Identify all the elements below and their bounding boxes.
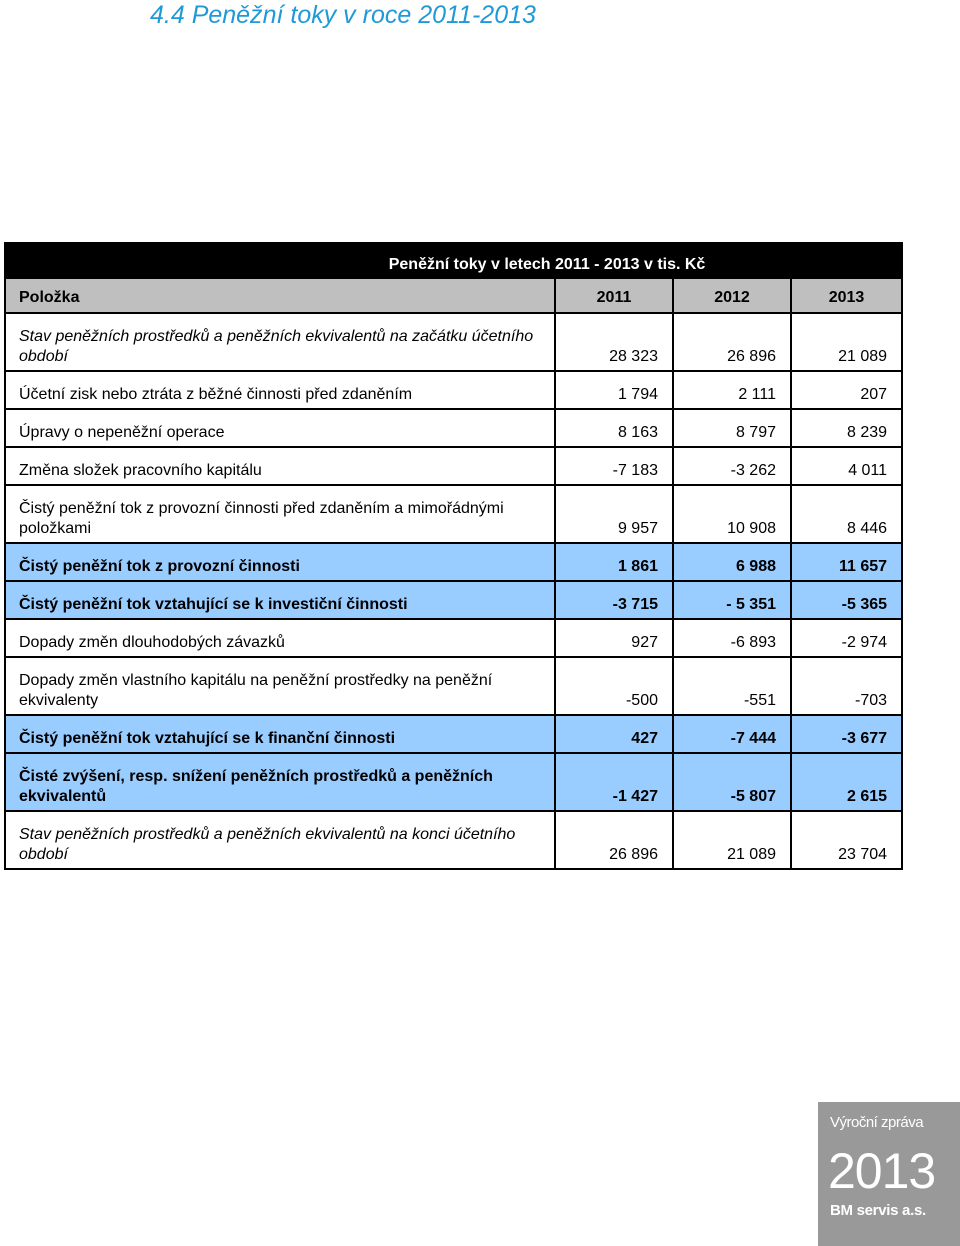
row-label: Úpravy o nepeněžní operace [5,409,555,447]
row-value-2011: 26 896 [555,811,673,869]
table-header-row [5,278,902,313]
row-value-2011: -7 183 [555,447,673,485]
row-label: Stav peněžních prostředků a peněžních ekvivalentů na konci účetního období [5,811,555,869]
table-row [5,657,902,715]
table-row-highlight [5,753,902,811]
page-heading: 4.4 Peněžní toky v roce 2011-2013 [150,1,536,29]
table-row [5,409,902,447]
table-row [5,619,902,657]
row-value-2012: -3 262 [673,447,791,485]
table-row-highlight [5,543,902,581]
row-label: Čisté zvýšení, resp. snížení peněžních prostředků a peněžních ekvivalentů [5,753,555,811]
table-row [5,447,902,485]
row-label: Dopady změn dlouhodobých závazků [5,619,555,657]
row-value-2012: 10 908 [673,485,791,543]
row-value-2013: -2 974 [791,619,902,657]
row-value-2011: -1 427 [555,753,673,811]
row-value-2013: 21 089 [791,313,902,371]
row-label: Dopady změn vlastního kapitálu na peněžní prostředky na peněžní ekvivalenty [5,657,555,715]
logo-company: BM servis a.s. [830,1202,926,1219]
row-label: Účetní zisk nebo ztráta z běžné činnosti před zdaněním [5,371,555,409]
row-value-2013: 207 [791,371,902,409]
row-value-2013: -703 [791,657,902,715]
row-value-2013: 23 704 [791,811,902,869]
row-value-2011: 1 861 [555,543,673,581]
row-value-2013: -5 365 [791,581,902,619]
table-title-row [5,243,902,278]
row-value-2011: 1 794 [555,371,673,409]
header-year-2011: 2011 [555,278,673,313]
row-label: Změna složek pracovního kapitálu [5,447,555,485]
row-value-2012: 8 797 [673,409,791,447]
annual-report-logo [818,1102,960,1246]
row-label: Čistý peněžní tok vztahující se k investiční činnosti [5,581,555,619]
header-year-2013: 2013 [791,278,902,313]
table-row-highlight [5,715,902,753]
row-value-2013: -3 677 [791,715,902,753]
table-row [5,485,902,543]
row-label: Stav peněžních prostředků a peněžních ekvivalentů na začátku účetního období [5,313,555,371]
row-value-2013: 4 011 [791,447,902,485]
row-value-2012: -6 893 [673,619,791,657]
row-value-2011: 28 323 [555,313,673,371]
row-value-2012: 2 111 [673,371,791,409]
logo-year: 2013 [828,1143,936,1199]
row-value-2011: -500 [555,657,673,715]
row-value-2012: 6 988 [673,543,791,581]
row-value-2012: 21 089 [673,811,791,869]
table-row [5,811,902,869]
row-value-2013: 8 446 [791,485,902,543]
row-value-2012: -5 807 [673,753,791,811]
table-row [5,371,902,409]
header-item: Položka [5,278,555,313]
table-row [5,313,902,371]
cash-flow-table [4,242,903,870]
row-value-2011: 9 957 [555,485,673,543]
row-value-2013: 8 239 [791,409,902,447]
row-label: Čistý peněžní tok z provozní činnosti před zdaněním a mimořádnými položkami [5,485,555,543]
row-value-2012: -7 444 [673,715,791,753]
row-value-2011: 8 163 [555,409,673,447]
table-title: Peněžní toky v letech 2011 - 2013 v tis. Kč [5,243,902,278]
row-value-2011: -3 715 [555,581,673,619]
row-label: Čistý peněžní tok vztahující se k finanční činnosti [5,715,555,753]
header-year-2012: 2012 [673,278,791,313]
row-value-2013: 2 615 [791,753,902,811]
row-value-2013: 11 657 [791,543,902,581]
row-value-2012: 26 896 [673,313,791,371]
table-row-highlight [5,581,902,619]
row-value-2012: -551 [673,657,791,715]
row-value-2011: 927 [555,619,673,657]
row-value-2011: 427 [555,715,673,753]
row-label: Čistý peněžní tok z provozní činnosti [5,543,555,581]
logo-report-label: Výroční zpráva [830,1114,924,1131]
row-value-2012: - 5 351 [673,581,791,619]
